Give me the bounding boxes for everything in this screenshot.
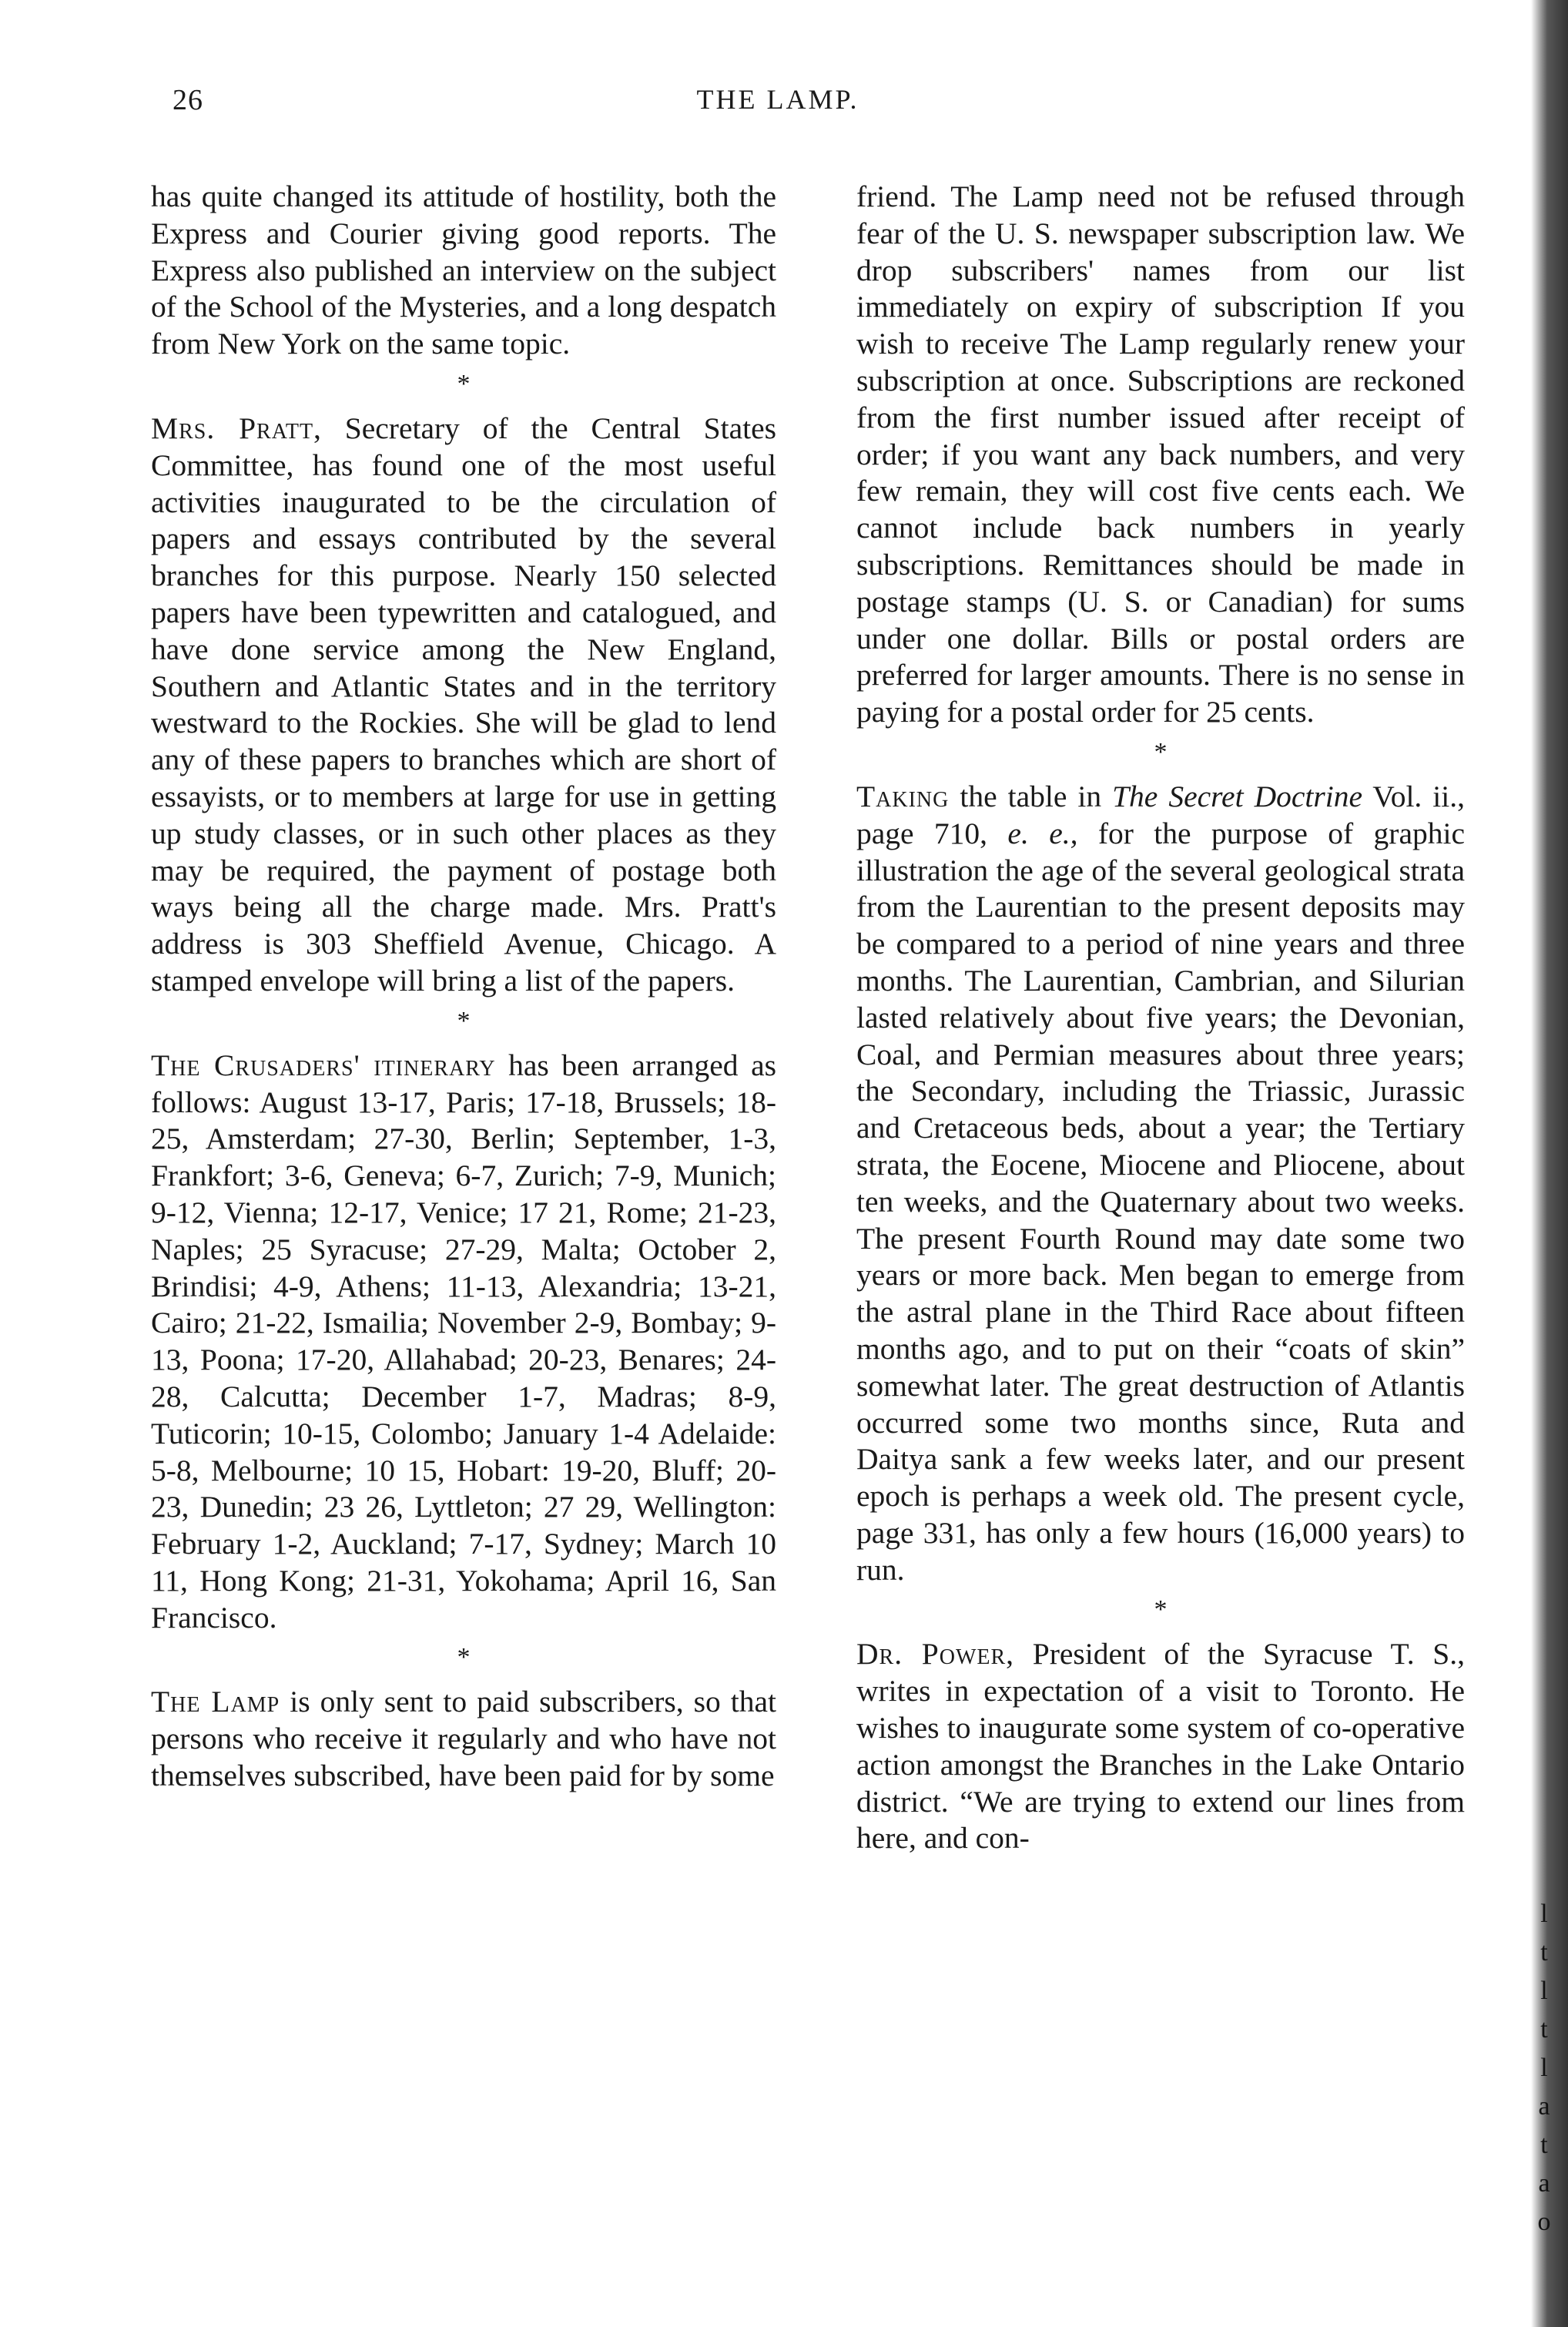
separator-star: * <box>1154 737 1168 766</box>
right-column <box>856 179 1465 1857</box>
margin-letter: a <box>1538 2092 1550 2121</box>
left-paragraph-4 <box>151 1684 776 1794</box>
right-paragraph-1: friend. The Lamp need not be refused through fear of the U. S. newspaper subscription law. We drop subscribers' names from our list immediately on expiry of subscription If you wish to receive The Lamp regularly renew your subscription at once. Subscriptions are reckoned from the first number issued after receipt of order; if you want any back numbers, and very few remain, they will cost five cents each. We cannot include back numbers in yearly subscriptions. Remittances should be made in postage stamps (U. S. or Canadian) for sums under one dollar. Bills or postal orders are preferred for larger amounts. There is no sense in paying for a postal order for 25 cents. <box>856 179 1465 729</box>
paragraph-lead: The Lamp <box>151 1685 280 1719</box>
paragraph-body: for the purpose of graphic illustration the age of the several geological strata from the Laurentian to the present deposits may be compared to a period of nine years and three months. The Laurentian, Cambrian, and Silurian lasted relatively about five years; the Devonian, Coal, and Permian measures about three years; the Secondary, including the Triassic, Jurassic and Cretaceous beds, about a year; the Tertiary strata, the Eocene, Miocene and Pliocene, about ten weeks, and the Quaternary about two weeks. The present Fourth Round may date some two years or more back. Men began to emerge from the astral plane in the Third Race about fifteen months ago, and to put on their “coats of skin” somewhat later. The great destruction of Atlantis occurred some two months since, Ruta and Daitya sank a few weeks later, and our present epoch is perhaps a week old. The present cycle, page 331, has only a few hours (16,000 years) to run. <box>856 816 1465 1587</box>
paragraph-lead: The Crusaders' itinerary <box>151 1048 496 1082</box>
margin-letter: l <box>1540 1977 1548 2005</box>
margin-letter: o <box>1537 2208 1551 2236</box>
separator-star: * <box>457 369 471 398</box>
paragraph-body: is only sent to paid subscribers, so that persons who receive it regularly and who have not themselves subscribed, have been paid for by some <box>151 1685 776 1793</box>
margin-letter: a <box>1538 2169 1550 2198</box>
book-title: The Secret Doctrine <box>1112 779 1362 813</box>
paragraph-lead: Mrs. Pratt, <box>151 411 322 445</box>
abbreviation: e. e., <box>1007 816 1078 850</box>
page-number: 26 <box>173 84 203 116</box>
paragraph-lead: Taking <box>856 779 950 813</box>
left-paragraph-2 <box>151 411 776 1000</box>
separator-star: * <box>457 1643 471 1672</box>
paragraph-body: President of the Syracuse T. S., writes in expectation of a visit to Toronto. He wishes to inaugurate some system of co-operative action amongst the Branches in the Lake Ontario district. “We are trying to extend our lines from here, and con- <box>856 1637 1465 1856</box>
margin-letter: t <box>1540 1938 1548 1967</box>
right-paragraph-3 <box>856 1636 1465 1857</box>
margin-letters <box>1533 1895 1556 2241</box>
separator-star: * <box>457 1006 471 1035</box>
left-column <box>151 179 776 1795</box>
paragraph-body: Secretary of the Central States Committee, has found one of the most useful activities inaugurated to be the circulation of papers and essays contributed by the several branches for this purpose. Nearly 150 selected papers have been typewritten and catalogued, and have done service among the New England, Southern and Atlantic States and in the territory westward to the Rockies. She will be glad to lend any of these papers to branches which are short of essayists, or to members at large for use in getting up study classes, or in such other places as they may be required, the payment of postage both ways being all the charge made. Mrs. Pratt's address is 303 Sheffield Avenue, Chicago. A stamped envelope will bring a list of the papers. <box>151 411 776 998</box>
margin-letter: t <box>1540 2131 1548 2159</box>
right-paragraph-2 <box>856 779 1465 1589</box>
margin-letter: l <box>1540 1899 1548 1928</box>
left-paragraph-1: has quite changed its attitude of hostility, both the Express and Courier giving good reports. The Express also published an interview on the subject of the School of the Mysteries, and a long despatch from New York on the same topic. <box>151 179 776 361</box>
paragraph-body: has been arranged as follows: August 13-17, Paris; 17-18, Brussels; 18-25, Amsterdam; 27-30, Berlin; September, 1-3, Frankfort; 3-6, Geneva; 6-7, Zurich; 7-9, Munich; 9-12, Vienna; 12-17, Venice; 17 21, Rome; 21-23, Naples; 25 Syracuse; 27-29, Malta; October 2, Brindisi; 4-9, Athens; 11-13, Alexandria; 13-21, Cairo; 21-22, Ismailia; November 2-9, Bombay; 9-13, Poona; 17-20, Allahabad; 20-23, Benares; 24-28, Calcutta; December 1-7, Madras; 8-9, Tuticorin; 10-15, Colombo; January 1-4 Adelaide: 5-8, Melbourne; 10 15, Hobart: 19-20, Bluff; 20-23, Dunedin; 23 26, Lyttleton; 27 29, Wellington: February 1-2, Auckland; 7-17, Sydney; March 10 11, Hong Kong; 21-31, Yokohama; April 16, San Francisco. <box>151 1048 776 1635</box>
paragraph-body: the table in <box>949 779 1113 813</box>
running-head: THE LAMP. <box>696 84 859 115</box>
margin-letter: l <box>1540 2054 1548 2082</box>
page-header <box>154 83 1402 129</box>
paragraph-lead: Dr. Power, <box>856 1637 1015 1671</box>
margin-letter: t <box>1540 2015 1548 2044</box>
separator-star: * <box>1154 1595 1168 1625</box>
paragraph-body: Vol. ii., page 710, <box>856 779 1465 850</box>
left-paragraph-3 <box>151 1048 776 1637</box>
